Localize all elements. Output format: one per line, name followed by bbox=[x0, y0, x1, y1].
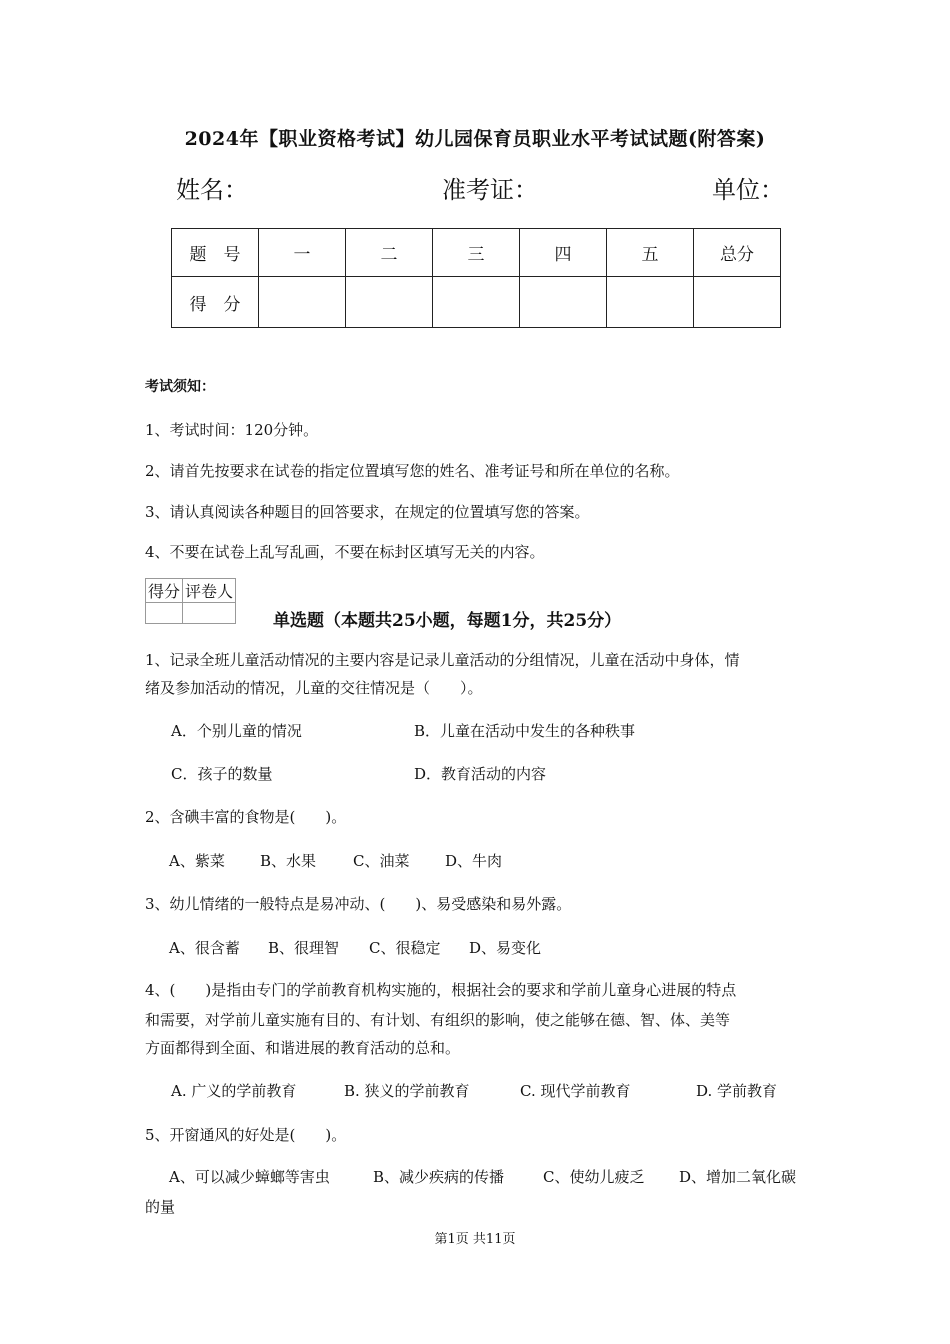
question-2-option-c[interactable]: C、油菜 bbox=[353, 852, 410, 870]
grader-name-cell[interactable] bbox=[183, 603, 236, 624]
question-1-option-b[interactable]: B．儿童在活动中发生的各种秩事 bbox=[414, 722, 636, 740]
score-table bbox=[171, 228, 781, 328]
question-1-stem: 1、记录全班儿童活动情况的主要内容是记录儿童活动的分组情况，儿童在活动中身体，情 bbox=[145, 651, 740, 669]
question-5-option-c[interactable]: C、使幼儿疲乏 bbox=[543, 1168, 645, 1186]
question-4-option-c[interactable]: C. 现代学前教育 bbox=[520, 1082, 631, 1100]
unit-label: 单位： bbox=[712, 176, 784, 204]
score-cell[interactable] bbox=[433, 277, 520, 328]
name-label: 姓名： bbox=[176, 176, 248, 204]
question-4-option-d[interactable]: D. 学前教育 bbox=[696, 1082, 778, 1100]
question-1-option-c[interactable]: C．孩子的数量 bbox=[171, 765, 273, 783]
notice-item: 1、考试时间：120分钟。 bbox=[145, 421, 319, 439]
grader-score-cell[interactable] bbox=[146, 603, 183, 624]
score-header-cell: 四 bbox=[520, 229, 607, 277]
question-5-option-b[interactable]: B、减少疾病的传播 bbox=[373, 1168, 505, 1186]
notice-item: 3、请认真阅读各种题目的回答要求，在规定的位置填写您的答案。 bbox=[145, 503, 590, 521]
question-5-option-d[interactable]: D、增加二氧化碳 bbox=[679, 1168, 797, 1186]
score-cell[interactable] bbox=[694, 277, 781, 328]
question-4-stem-cont: 和需要，对学前儿童实施有目的、有计划、有组织的影响，使之能够在德、智、体、美等 bbox=[145, 1011, 731, 1029]
question-5-stem: 5、开窗通风的好处是( )。 bbox=[145, 1126, 347, 1144]
section-title: 单选题（本题共25小题，每题1分，共25分） bbox=[273, 611, 622, 631]
score-cell[interactable] bbox=[259, 277, 346, 328]
question-5-option-a[interactable]: A、可以减少蟑螂等害虫 bbox=[169, 1168, 330, 1186]
grader-score-label: 得分 bbox=[146, 579, 183, 603]
score-cell[interactable] bbox=[520, 277, 607, 328]
score-cell[interactable] bbox=[607, 277, 694, 328]
question-1-stem-cont: 绪及参加活动的情况，儿童的交往情况是（ ）。 bbox=[145, 679, 483, 697]
question-1-option-d[interactable]: D．教育活动的内容 bbox=[414, 765, 547, 783]
score-header-cell: 二 bbox=[346, 229, 433, 277]
score-header-cell: 题 号 bbox=[172, 229, 259, 277]
question-3-option-b[interactable]: B、很理智 bbox=[268, 939, 340, 957]
exam-id-label: 准考证： bbox=[442, 176, 538, 204]
question-2-stem: 2、含碘丰富的食物是( )。 bbox=[145, 808, 347, 826]
score-row-label: 得 分 bbox=[172, 277, 259, 328]
score-table-score-row bbox=[172, 277, 781, 328]
question-4-stem: 4、( )是指由专门的学前教育机构实施的，根据社会的要求和学前儿童身心进展的特点 bbox=[145, 981, 737, 999]
question-3-option-d[interactable]: D、易变化 bbox=[469, 939, 542, 957]
score-cell[interactable] bbox=[346, 277, 433, 328]
question-5-option-d-cont: 的量 bbox=[145, 1198, 176, 1216]
notice-item: 2、请首先按要求在试卷的指定位置填写您的姓名、准考证号和所在单位的名称。 bbox=[145, 462, 680, 480]
notice-heading: 考试须知： bbox=[145, 379, 215, 395]
score-header-cell: 五 bbox=[607, 229, 694, 277]
score-header-cell: 三 bbox=[433, 229, 520, 277]
score-table-header-row bbox=[172, 229, 781, 277]
question-4-option-b[interactable]: B. 狭义的学前教育 bbox=[344, 1082, 470, 1100]
question-2-option-d[interactable]: D、牛肉 bbox=[445, 852, 503, 870]
page-title: 2024年【职业资格考试】幼儿园保育员职业水平考试试题(附答案) bbox=[184, 128, 766, 150]
question-4-option-a[interactable]: A. 广义的学前教育 bbox=[171, 1082, 297, 1100]
score-header-cell: 一 bbox=[259, 229, 346, 277]
notice-item: 4、不要在试卷上乱写乱画，不要在标封区填写无关的内容。 bbox=[145, 543, 545, 561]
page-footer: 第1页 共11页 bbox=[434, 1232, 516, 1247]
question-1-option-a[interactable]: A．个别儿童的情况 bbox=[171, 722, 302, 740]
question-3-option-a[interactable]: A、很含蓄 bbox=[169, 939, 240, 957]
grader-label: 评卷人 bbox=[183, 579, 236, 603]
question-3-stem: 3、幼儿情绪的一般特点是易冲动、( )、易受感染和易外露。 bbox=[145, 895, 572, 913]
question-3-option-c[interactable]: C、很稳定 bbox=[369, 939, 441, 957]
question-4-stem-cont: 方面都得到全面、和谐进展的教育活动的总和。 bbox=[145, 1039, 461, 1057]
grader-box bbox=[145, 578, 236, 624]
score-header-cell: 总分 bbox=[694, 229, 781, 277]
question-2-option-a[interactable]: A、紫菜 bbox=[169, 852, 225, 870]
question-2-option-b[interactable]: B、水果 bbox=[260, 852, 317, 870]
